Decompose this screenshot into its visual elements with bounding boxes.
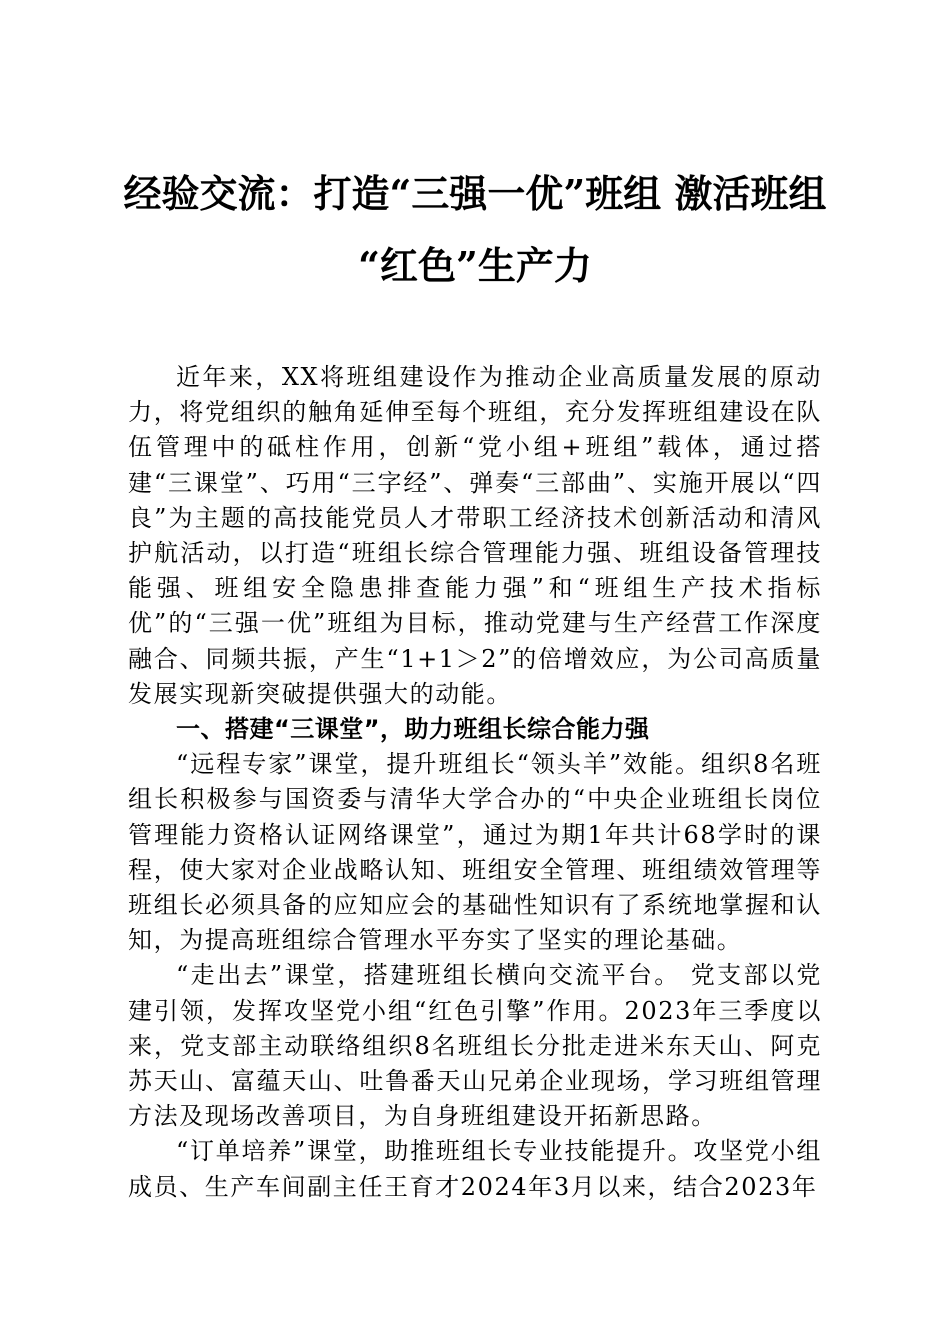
document-title-line1: 经验交流：打造“三强一优”班组 激活班组	[123, 171, 827, 216]
section-paragraph: “订单培养”课堂，助推班组长专业技能提升。攻坚党小组成员、生产车间副主任王育才2024年3月以来，结合2023年	[128, 1137, 822, 1201]
section-paragraph: “走出去”课堂，搭建班组长横向交流平台。 党支部以党建引领，发挥攻坚党小组“红色引擎”作用。2023年三季度以来，党支部主动联络组织8名班组长分批走进米东天山、阿克苏天山、富蕴天山、吐鲁番天山兄弟企业现场，学习班组管理方法及现场改善项目，为自身班组建设开拓新思路。	[128, 961, 822, 1131]
section-paragraph: “远程专家”课堂，提升班组长“领头羊”效能。组织8名班组长积极参与国资委与清华大学合办的“中央企业班组长岗位管理能力资格认证网络课堂”，通过为期1年共计68学时的课程，使大家对企业战略认知、班组安全管理、班组绩效管理等班组长必须具备的应知应会的基础性知识有了系统地掌握和认知，为提高班组综合管理水平夯实了坚实的理论基础。	[128, 750, 822, 955]
document-title-line2: “红色”生产力	[358, 243, 592, 288]
section-heading: 一、搭建“三课堂”，助力班组长综合能力强	[176, 715, 650, 744]
document-body	[128, 360, 822, 1205]
intro-paragraph: 近年来，XX将班组建设作为推动企业高质量发展的原动力，将党组织的触角延伸至每个班组，充分发挥班组建设在队伍管理中的砥柱作用，创新“党小组+班组”载体，通过搭建“三课堂”、巧用“三字经”、弹奏“三部曲”、实施开展以“四良”为主题的高技能党员人才带职工经济技术创新活动和清风护航活动，以打造“班组长综合管理能力强、班组设备管理技能强、班组安全隐患排查能力强”和“班组生产技术指标优”的“三强一优”班组为目标，推动党建与生产经营工作深度融合、同频共振，产生“1+1＞2”的倍增效应，为公司高质量发展实现新突破提供强大的动能。	[128, 363, 822, 708]
